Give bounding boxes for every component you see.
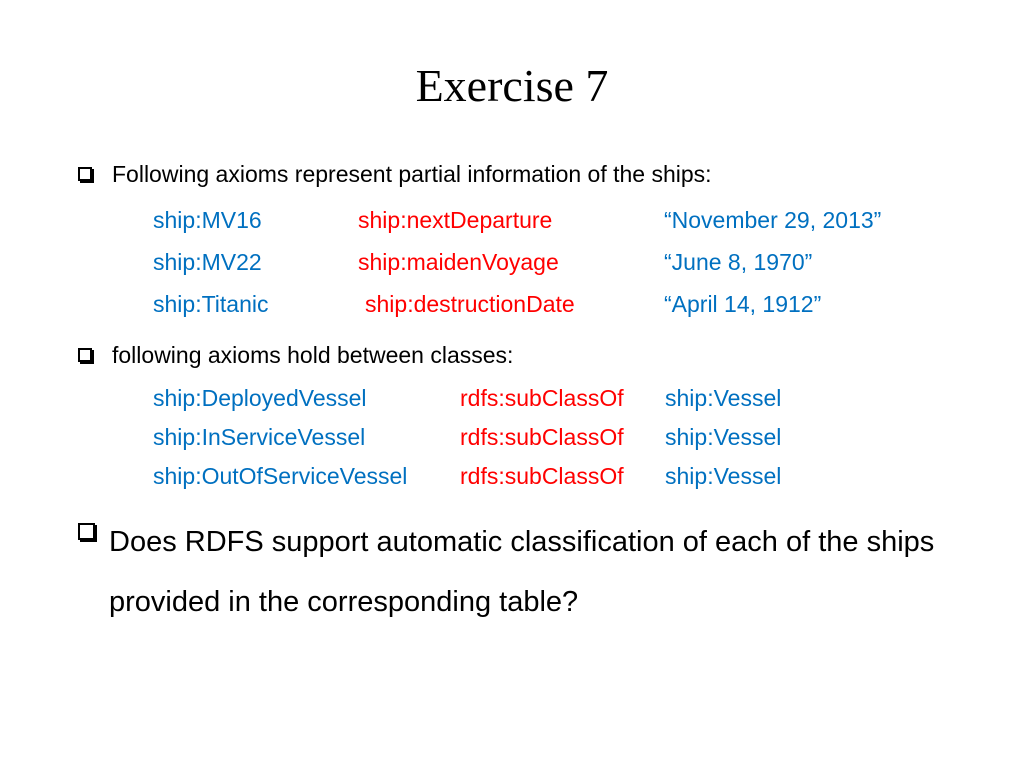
axiom-subject: ship:Titanic — [153, 291, 269, 317]
axiom-predicate: rdfs:subClassOf — [460, 463, 624, 489]
axiom-subject: ship:MV16 — [153, 207, 262, 233]
axiom-predicate: rdfs:subClassOf — [460, 424, 624, 450]
axiom-subject: ship:InServiceVessel — [153, 424, 366, 450]
bullet-text: Following axioms represent partial information of the ships: — [112, 161, 712, 187]
checkbox-bullet-icon — [78, 167, 92, 181]
axiom-predicate: ship:destructionDate — [365, 291, 575, 317]
checkbox-bullet-icon — [78, 523, 95, 540]
axiom-subject: ship:DeployedVessel — [153, 385, 367, 411]
bullet-ship-axioms — [78, 160, 712, 188]
axiom-object: ship:Vessel — [665, 424, 782, 450]
question-text: Does RDFS support automatic classification of each of the ships provided in the corresponding table? — [109, 526, 935, 618]
axiom-object: ship:Vessel — [665, 463, 782, 489]
axiom-object: “June 8, 1970” — [664, 249, 813, 275]
axiom-predicate: ship:maidenVoyage — [358, 249, 559, 275]
bullet-question — [78, 512, 978, 632]
axiom-subject: ship:OutOfServiceVessel — [153, 463, 408, 489]
axiom-object: ship:Vessel — [665, 385, 782, 411]
axiom-predicate: rdfs:subClassOf — [460, 385, 624, 411]
checkbox-bullet-icon — [78, 348, 92, 362]
axiom-predicate: ship:nextDeparture — [358, 207, 553, 233]
slide-title: Exercise 7 — [415, 60, 609, 111]
axiom-object: “April 14, 1912” — [664, 291, 822, 317]
bullet-text: following axioms hold between classes: — [112, 342, 514, 368]
axiom-object: “November 29, 2013” — [664, 207, 882, 233]
bullet-class-axioms — [78, 341, 513, 369]
axiom-subject: ship:MV22 — [153, 249, 262, 275]
